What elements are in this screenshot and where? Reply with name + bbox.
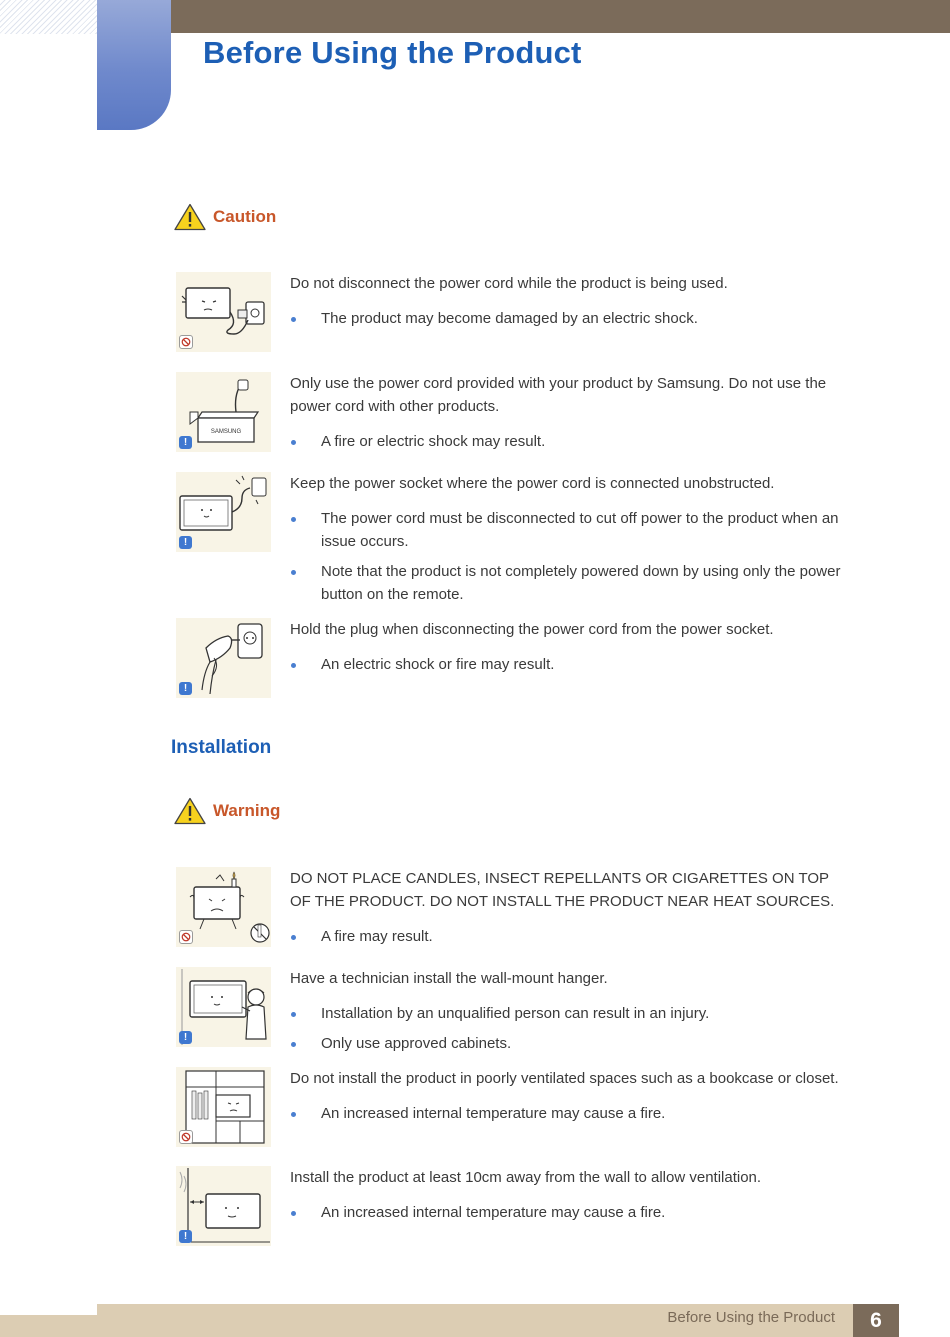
entry-text: Have a technician install the wall-mount hanger. [290, 970, 608, 987]
bullet-item: A fire may result. [290, 925, 846, 948]
caution-label: Caution [213, 207, 277, 226]
prohibit-icon [179, 930, 193, 944]
info-icon: ! [179, 536, 192, 549]
entry-text: Only use the power cord provided with your product by Samsung. Do not use the power cord with other products. [290, 375, 827, 415]
page-title: Before Using the Product [203, 35, 582, 70]
footer-chapter-title: Before Using the Product [667, 1309, 835, 1326]
bullet-item: An increased internal temperature may cause a fire. [290, 1201, 846, 1224]
illustration-unplug-while-in-use [176, 272, 271, 352]
bullet-item: The product may become damaged by an electric shock. [290, 307, 846, 330]
bullet-item: Only use approved cabinets. [290, 1032, 846, 1055]
bullet-item: Installation by an unqualified person can result in an injury. [290, 1002, 846, 1025]
bullet-dot [291, 935, 296, 940]
bullet-dot [291, 663, 296, 668]
entry-text: DO NOT PLACE CANDLES, INSECT REPELLANTS OR CIGARETTES ON TOP OF THE PRODUCT. DO NOT INSTALL THE PRODUCT NEAR HEAT SOURCES. [290, 870, 835, 910]
prohibit-icon [179, 335, 193, 349]
info-icon: ! [179, 1031, 192, 1044]
entry-text: Do not disconnect the power cord while the product is being used. [290, 275, 728, 292]
illustration-hold-plug [176, 618, 271, 698]
footer-stub [0, 1315, 97, 1337]
bullet-dot [291, 1012, 296, 1017]
prohibit-icon [179, 1130, 193, 1144]
header-bar [171, 0, 950, 33]
bullet-item: An electric shock or fire may result. [290, 653, 846, 676]
bullet-item: An increased internal temperature may cause a fire. [290, 1102, 846, 1125]
installation-heading: Installation [171, 737, 272, 758]
illustration-technician-install [176, 967, 271, 1047]
entry-text: Do not install the product in poorly ventilated spaces such as a bookcase or closet. [290, 1070, 839, 1087]
entry-text: Keep the power socket where the power cord is connected unobstructed. [290, 475, 775, 492]
illustration-bookcase [176, 1067, 271, 1147]
chapter-tab [97, 0, 171, 130]
header-hatch-decoration [0, 0, 97, 34]
illustration-no-candles [176, 867, 271, 947]
page-number: 6 [853, 1304, 899, 1337]
entry-text: Hold the plug when disconnecting the power cord from the power socket. [290, 621, 774, 638]
illustration-samsung-power-cord [176, 372, 271, 452]
bullet-dot [291, 440, 296, 445]
info-icon: ! [179, 682, 192, 695]
bullet-dot [291, 570, 296, 575]
warning-heading [174, 797, 280, 825]
warning-triangle-icon [174, 203, 206, 231]
warning-triangle-icon [174, 797, 206, 825]
bullet-dot [291, 1112, 296, 1117]
warning-label: Warning [213, 801, 281, 820]
info-icon: ! [179, 1230, 192, 1243]
entry-text: Install the product at least 10cm away from the wall to allow ventilation. [290, 1169, 762, 1186]
svg-text:SAMSUNG: SAMSUNG [210, 429, 242, 435]
illustration-wall-distance [176, 1166, 271, 1246]
bullet-item: The power cord must be disconnected to cut off power to the product when an issue occurs. [290, 507, 846, 553]
caution-heading [174, 203, 276, 231]
bullet-dot [291, 517, 296, 522]
info-icon: ! [179, 436, 192, 449]
bullet-dot [291, 317, 296, 322]
bullet-dot [291, 1042, 296, 1047]
bullet-item: A fire or electric shock may result. [290, 430, 846, 453]
bullet-dot [291, 1211, 296, 1216]
bullet-item: Note that the product is not completely powered down by using only the power button on the remote. [290, 560, 846, 606]
illustration-unobstructed-socket [176, 472, 271, 552]
